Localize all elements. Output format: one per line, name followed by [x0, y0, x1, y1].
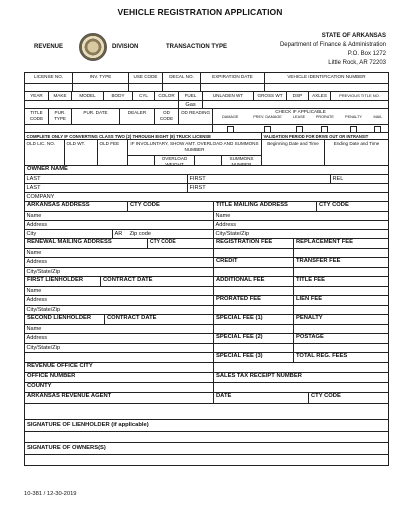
agent-cty-code-field[interactable]: CTY CODE — [311, 393, 341, 399]
vehicle-values-right[interactable] — [203, 101, 388, 108]
row-agent — [25, 393, 388, 404]
ending-date-field[interactable]: Ending Date and Time — [333, 141, 380, 146]
registration-fee-field[interactable]: REGISTRATION FEE — [214, 239, 294, 248]
row-owner-1 — [25, 175, 388, 184]
row-office-city — [25, 363, 388, 373]
mail-checkbox[interactable] — [374, 126, 381, 133]
license-no-field[interactable]: LICENSE NO. — [25, 73, 73, 83]
row-owner-2 — [25, 184, 388, 193]
second-lien-city-field[interactable]: City/State/Zip — [25, 344, 214, 352]
check-if-applicable-label: CHECK IF APPLICABLE — [275, 109, 326, 114]
owner-last-field[interactable]: LAST — [25, 175, 188, 183]
transaction-type-label: TRANSACTION TYPE — [166, 44, 228, 50]
ar-name-field[interactable]: Name — [25, 212, 214, 220]
special-fee-2-value[interactable] — [214, 344, 294, 352]
color-field[interactable]: COLOR — [155, 92, 179, 100]
row-second-lien — [25, 315, 388, 325]
row-sig-owners — [25, 443, 388, 455]
transfer-fee-field[interactable]: TRANSFER FEE — [296, 258, 341, 264]
row-sig-owners-blank — [25, 455, 388, 465]
year-field[interactable]: YEAR — [25, 92, 49, 100]
form-number: 10-381 / 12-30-2019 — [24, 491, 77, 497]
postage-value[interactable] — [294, 344, 388, 352]
owner-rel-field[interactable]: REL — [330, 175, 388, 183]
pur-type-field[interactable]: PUR. TYPE — [49, 109, 72, 124]
credit-field[interactable]: CREDIT — [214, 258, 294, 267]
owner-first-2-field[interactable]: FIRST — [189, 185, 206, 191]
vin-field[interactable]: VEHICLE IDENTIFICATION NUMBER — [287, 74, 366, 79]
agent-date-field[interactable]: DATE — [214, 393, 309, 403]
previous-title-field[interactable]: PREVIOUS TITLE NO. — [339, 93, 380, 98]
fuel-value[interactable]: Gas — [179, 101, 203, 108]
od-reading-field[interactable]: OD READING — [179, 109, 213, 124]
credit-value[interactable] — [214, 268, 294, 276]
expiration-date-field[interactable]: EXPIRATION DATE — [201, 73, 265, 83]
cyl-field[interactable]: CYL — [133, 92, 155, 100]
agency-dept: Department of Finance & Administration — [279, 42, 386, 48]
overload-summons-label: IF INVOLUNTARY, SHOW AMT. OVERLOAD AND SUMMONS NUMBER — [130, 141, 259, 152]
row-second-lien-name — [25, 325, 388, 334]
prorate-checkbox[interactable] — [321, 126, 328, 133]
ar-address-field[interactable]: Address — [25, 221, 214, 229]
summons-number-field[interactable]: SUMMONS NUMBER — [222, 155, 261, 165]
tm-cty-code-heading: CTY CODE — [319, 202, 349, 208]
ar-zip-field[interactable]: Zip code — [128, 230, 214, 238]
row-addr-city — [25, 230, 388, 239]
inv-type-value[interactable] — [73, 84, 129, 91]
od-code-field[interactable]: OD CODE — [155, 109, 179, 124]
gross-wt-field[interactable]: GROSS WT — [254, 92, 287, 100]
prorated-fee-field[interactable]: PRORATED FEE — [214, 296, 294, 305]
revenue-agent-field[interactable]: ARKANSAS REVENUE AGENT — [25, 393, 214, 403]
pur-date-field[interactable]: PUR. DATE — [72, 109, 120, 124]
row-first-lien-city — [25, 306, 388, 315]
row-company — [25, 193, 388, 202]
owners-signature-line[interactable] — [25, 455, 388, 465]
check-prorate-label: PRORATE — [315, 115, 334, 119]
special-fee-1-field[interactable]: SPECIAL FEE (1) — [214, 315, 294, 324]
penalty-fee-field[interactable]: PENALTY — [296, 315, 323, 321]
agency-address — [280, 32, 386, 68]
row-owner-title — [25, 166, 388, 175]
axles-field[interactable]: AXLES — [309, 92, 331, 100]
check-lease-label: LEASE — [292, 115, 306, 119]
old-fee-field[interactable]: OLD FEE — [98, 140, 128, 165]
vin-value[interactable] — [265, 84, 388, 91]
arkansas-seal-icon — [79, 33, 107, 61]
second-lien-address-field[interactable]: Address — [25, 334, 214, 343]
ar-city-field[interactable]: City — [25, 230, 113, 238]
special-fee-2-field[interactable]: SPECIAL FEE (2) — [214, 334, 294, 343]
second-contract-date-field[interactable]: CONTRACT DATE — [105, 315, 214, 324]
check-if-applicable — [213, 109, 388, 124]
tm-name-field[interactable]: Name — [215, 213, 231, 219]
title-values[interactable] — [25, 125, 213, 132]
tm-address-field[interactable]: Address — [215, 222, 237, 228]
title-fee-value[interactable] — [294, 287, 388, 295]
row-agent-blank — [25, 404, 388, 420]
fuel-field[interactable]: FUEL — [179, 92, 203, 100]
revenue-office-city-field[interactable]: REVENUE OFFICE CITY — [25, 363, 214, 372]
row-address-headings — [25, 202, 388, 212]
postage-field[interactable]: POSTAGE — [296, 334, 324, 340]
row-checkboxes — [25, 125, 388, 133]
owners-signature-field[interactable]: SIGNATURE OF OWNERS(S) — [27, 445, 106, 451]
lienholder-signature-line[interactable] — [25, 432, 388, 442]
use-code-field[interactable]: USE CODE — [129, 73, 163, 83]
row-notes — [25, 133, 388, 140]
first-lien-address-field[interactable]: Address — [25, 296, 214, 305]
model-field[interactable]: MODEL — [72, 92, 104, 100]
renewal-city-field[interactable]: City/State/Zip — [25, 268, 214, 276]
validation-period-note: VALIDATION PERIOD FOR DRIVE OUT OR INTRANSIT — [263, 134, 369, 139]
title-mailing-heading: TITLE MAILING ADDRESS — [214, 202, 317, 211]
check-penalty-label: PENALTY — [345, 115, 363, 119]
row-title — [25, 109, 388, 125]
blank-left — [25, 353, 214, 362]
row-sig-lien-blank — [25, 432, 388, 443]
renewal-address-field[interactable]: Address — [25, 258, 214, 267]
sales-tax-receipt-field[interactable]: SALES TAX RECEIPT NUMBER — [216, 373, 302, 379]
row-first-lien — [25, 277, 388, 287]
lease-checkbox[interactable] — [296, 126, 303, 133]
penalty-checkbox[interactable] — [350, 126, 357, 133]
check-mail-label: MAIL — [373, 115, 383, 119]
row-vehicle — [25, 92, 388, 101]
division-label: DIVISION — [112, 44, 139, 50]
lienholder-signature-field[interactable]: SIGNATURE OF LIENHOLDER (if applicable) — [27, 422, 149, 428]
row-second-lien-city — [25, 344, 388, 353]
second-lien-name-field[interactable]: Name — [25, 325, 214, 333]
row-addr-name — [25, 212, 388, 221]
ar-cty-code-heading: CTY CODE — [128, 202, 214, 211]
make-field[interactable]: MAKE — [49, 92, 72, 100]
row-county — [25, 383, 388, 393]
ar-state-value: AR — [114, 231, 123, 237]
first-lienholder-heading: FIRST LIENHOLDER — [25, 277, 101, 286]
row-renewal-heading — [25, 239, 388, 249]
row-license — [25, 73, 388, 84]
renewal-mailing-heading: RENEWAL MAILING ADDRESS — [25, 239, 148, 248]
sales-tax-receipt-value[interactable] — [214, 383, 388, 392]
registration-fee-value[interactable] — [214, 249, 294, 257]
penalty-fee-value[interactable] — [294, 325, 388, 333]
row-sig-lienholder — [25, 420, 388, 432]
replacement-fee-value[interactable] — [294, 249, 388, 257]
decal-no-value[interactable] — [163, 84, 201, 91]
owner-last-2-field[interactable]: LAST — [25, 184, 188, 192]
row-renewal-address — [25, 258, 388, 268]
agency-box: P.O. Box 1272 — [347, 51, 386, 57]
tm-city-state-zip-field[interactable]: City/State/Zip — [215, 231, 250, 237]
first-lien-name-field[interactable]: Name — [25, 287, 214, 295]
lien-fee-value[interactable] — [294, 306, 388, 314]
row-vehicle-values — [25, 101, 388, 109]
inv-type-field[interactable]: INV. TYPE — [73, 73, 129, 83]
title-fee-field[interactable]: TITLE FEE — [296, 277, 325, 283]
replacement-fee-field[interactable]: REPLACEMENT FEE — [296, 239, 354, 245]
row-first-lien-name — [25, 287, 388, 296]
row-addr-address — [25, 221, 388, 230]
decal-no-field[interactable]: DECAL NO. — [163, 73, 201, 83]
first-lien-city-field[interactable]: City/State/Zip — [25, 306, 214, 314]
agency-city: Little Rock, AR 72203 — [328, 60, 386, 66]
form-title: VEHICLE REGISTRATION APPLICATION — [117, 7, 283, 17]
prorated-fee-value[interactable] — [214, 306, 294, 314]
row-old-license — [25, 140, 388, 166]
row-first-lien-address — [25, 296, 388, 306]
dsp-field[interactable]: DSP — [287, 92, 309, 100]
prev-damage-checkbox[interactable] — [264, 126, 271, 133]
additional-fee-field[interactable]: ADDITIONAL FEE — [214, 277, 294, 286]
company-field[interactable]: COMPANY — [26, 194, 55, 200]
check-damage-label: DAMAGE — [221, 115, 239, 119]
total-reg-fees-field[interactable]: TOTAL REG. FEES — [296, 353, 348, 359]
form-grid — [24, 72, 389, 466]
row-renewal-city — [25, 268, 388, 277]
use-code-value[interactable] — [129, 84, 163, 91]
renewal-cty-code-heading: CTY CODE — [148, 239, 214, 248]
row-special-fee-3 — [25, 353, 388, 363]
damage-checkbox[interactable] — [227, 126, 234, 133]
special-fee-1-value[interactable] — [214, 325, 294, 333]
renewal-name-field[interactable]: Name — [25, 249, 214, 257]
county-field[interactable]: COUNTY — [25, 383, 214, 392]
check-prev-damage-label: PREV. DAMAGE — [253, 115, 282, 119]
lien-fee-field[interactable]: LIEN FEE — [296, 296, 323, 302]
owner-name-heading: OWNER NAME — [27, 166, 68, 172]
title-code-field[interactable]: TITLE CODE — [25, 109, 49, 124]
old-wt-field[interactable]: OLD WT. — [65, 140, 98, 165]
beginning-date-field[interactable]: Beginning Date and Time — [262, 140, 325, 165]
expiration-date-value[interactable] — [201, 84, 265, 91]
vehicle-values-left[interactable] — [25, 101, 179, 108]
row-renewal-name — [25, 249, 388, 258]
body-field[interactable]: BODY — [104, 92, 133, 100]
row-second-lien-address — [25, 334, 388, 344]
additional-fee-value[interactable] — [214, 287, 294, 295]
first-contract-date-field[interactable]: CONTRACT DATE — [101, 277, 214, 286]
second-lienholder-heading: SECOND LIENHOLDER — [25, 315, 105, 324]
dealer-field[interactable]: DEALER — [120, 109, 155, 124]
overload-summons — [128, 140, 262, 165]
license-no-value[interactable] — [25, 84, 73, 91]
owner-first-field[interactable]: FIRST — [188, 175, 331, 183]
blank-right — [214, 363, 388, 372]
unladen-wt-field[interactable]: UNLADEN WT — [203, 92, 254, 100]
agency-state: STATE OF ARKANSAS — [321, 33, 386, 39]
old-lic-no-field[interactable]: OLD LIC. NO. — [25, 140, 65, 165]
office-number-field[interactable]: OFFICE NUMBER — [25, 373, 214, 382]
truck-license-note: COMPLETE ONLY IF CONVERTING CLASS TWO (2) THROUGH EIGHT (8) TRUCK LICENSE — [25, 133, 262, 139]
overload-weight-field[interactable]: OVERLOAD WEIGHT — [155, 155, 195, 165]
revenue-label: REVENUE — [34, 44, 64, 50]
special-fee-3-field[interactable]: SPECIAL FEE (3) — [214, 353, 294, 362]
arkansas-address-heading: ARKANSAS ADDRESS — [25, 202, 128, 211]
row-office-number — [25, 373, 388, 383]
row-license-values — [25, 84, 388, 92]
agent-blank-value[interactable] — [25, 404, 388, 419]
transfer-fee-value[interactable] — [294, 268, 388, 276]
